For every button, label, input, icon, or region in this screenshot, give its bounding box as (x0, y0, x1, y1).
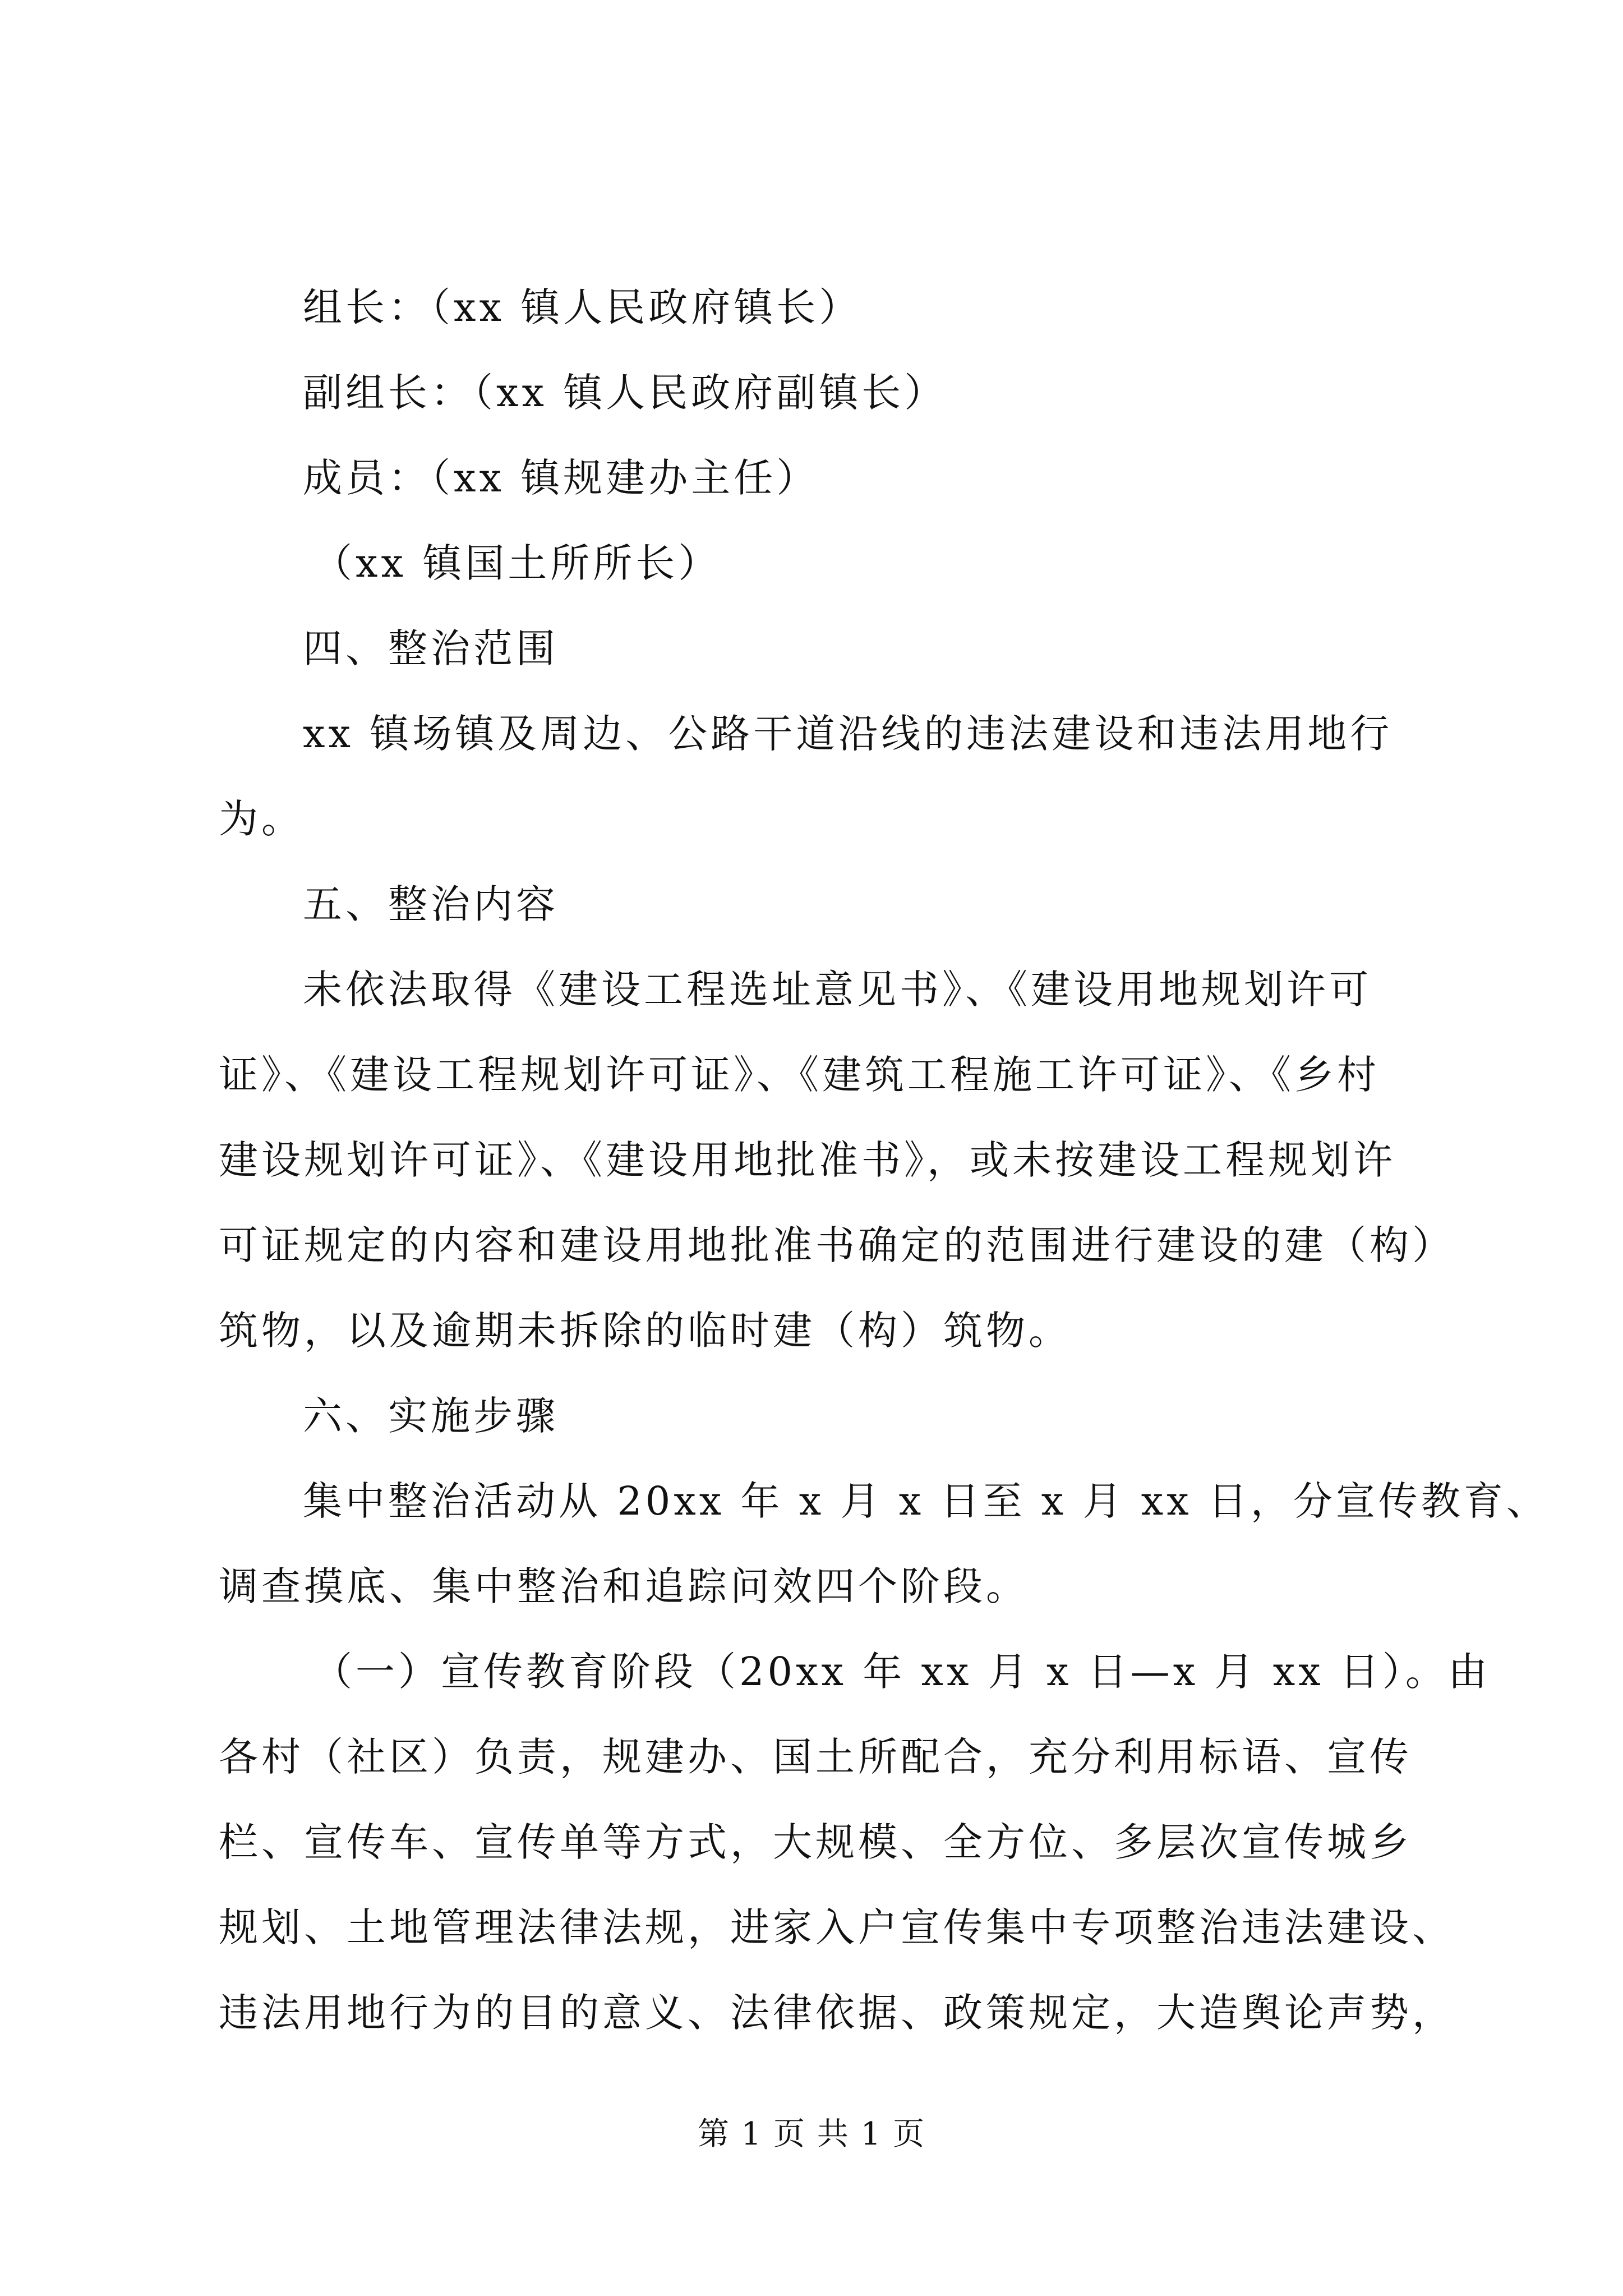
text-line: 可证规定的内容和建设用地批准书确定的范围进行建设的建（构） (219, 1222, 1455, 1268)
section-heading: 四、整治范围 (303, 625, 559, 671)
text-line: 违法用地行为的目的意义、法律依据、政策规定，大造舆论声势， (219, 1990, 1455, 2036)
text-line: 集中整治活动从 20xx 年 x 月 x 日至 x 月 xx 日，分宣传教育、 (303, 1478, 1549, 1524)
document-body (219, 265, 1549, 2055)
text-line: （一）宣传教育阶段（20xx 年 xx 月 x 日—x 月 xx 日）。由 (313, 1649, 1491, 1695)
text-line: 副组长：（xx 镇人民政府副镇长） (303, 370, 947, 416)
text-line: 筑物，以及逾期未拆除的临时建（构）筑物。 (219, 1308, 1071, 1354)
text-line: 为。 (219, 796, 304, 842)
text-line: 成员：（xx 镇规建办主任） (303, 455, 819, 501)
text-line: 建设规划许可证》、《建设用地批准书》，或未按建设工程规划许 (219, 1137, 1396, 1183)
text-line: 各村（社区）负责，规建办、国土所配合，充分利用标语、宣传 (219, 1734, 1412, 1780)
text-line: xx 镇场镇及周边、公路干道沿线的违法建设和违法用地行 (303, 711, 1393, 757)
text-line: 组长：（xx 镇人民政府镇长） (303, 284, 862, 330)
text-line: 证》、《建设工程规划许可证》、《建筑工程施工许可证》、《乡村 (219, 1052, 1380, 1098)
section-heading: 六、实施步骤 (303, 1393, 559, 1439)
text-line: （xx 镇国土所所长） (313, 540, 721, 586)
text-line: 规划、土地管理法律法规，进家入户宣传集中专项整治违法建设、 (219, 1904, 1455, 1950)
text-line: 栏、宣传车、宣传单等方式，大规模、全方位、多层次宣传城乡 (219, 1819, 1412, 1865)
page-footer: 第 1 页 共 1 页 (697, 2116, 926, 2152)
section-heading: 五、整治内容 (303, 881, 559, 927)
text-line: 未依法取得《建设工程选址意见书》、《建设用地规划许可 (303, 967, 1372, 1013)
text-line: 调查摸底、集中整治和追踪问效四个阶段。 (219, 1563, 1029, 1609)
